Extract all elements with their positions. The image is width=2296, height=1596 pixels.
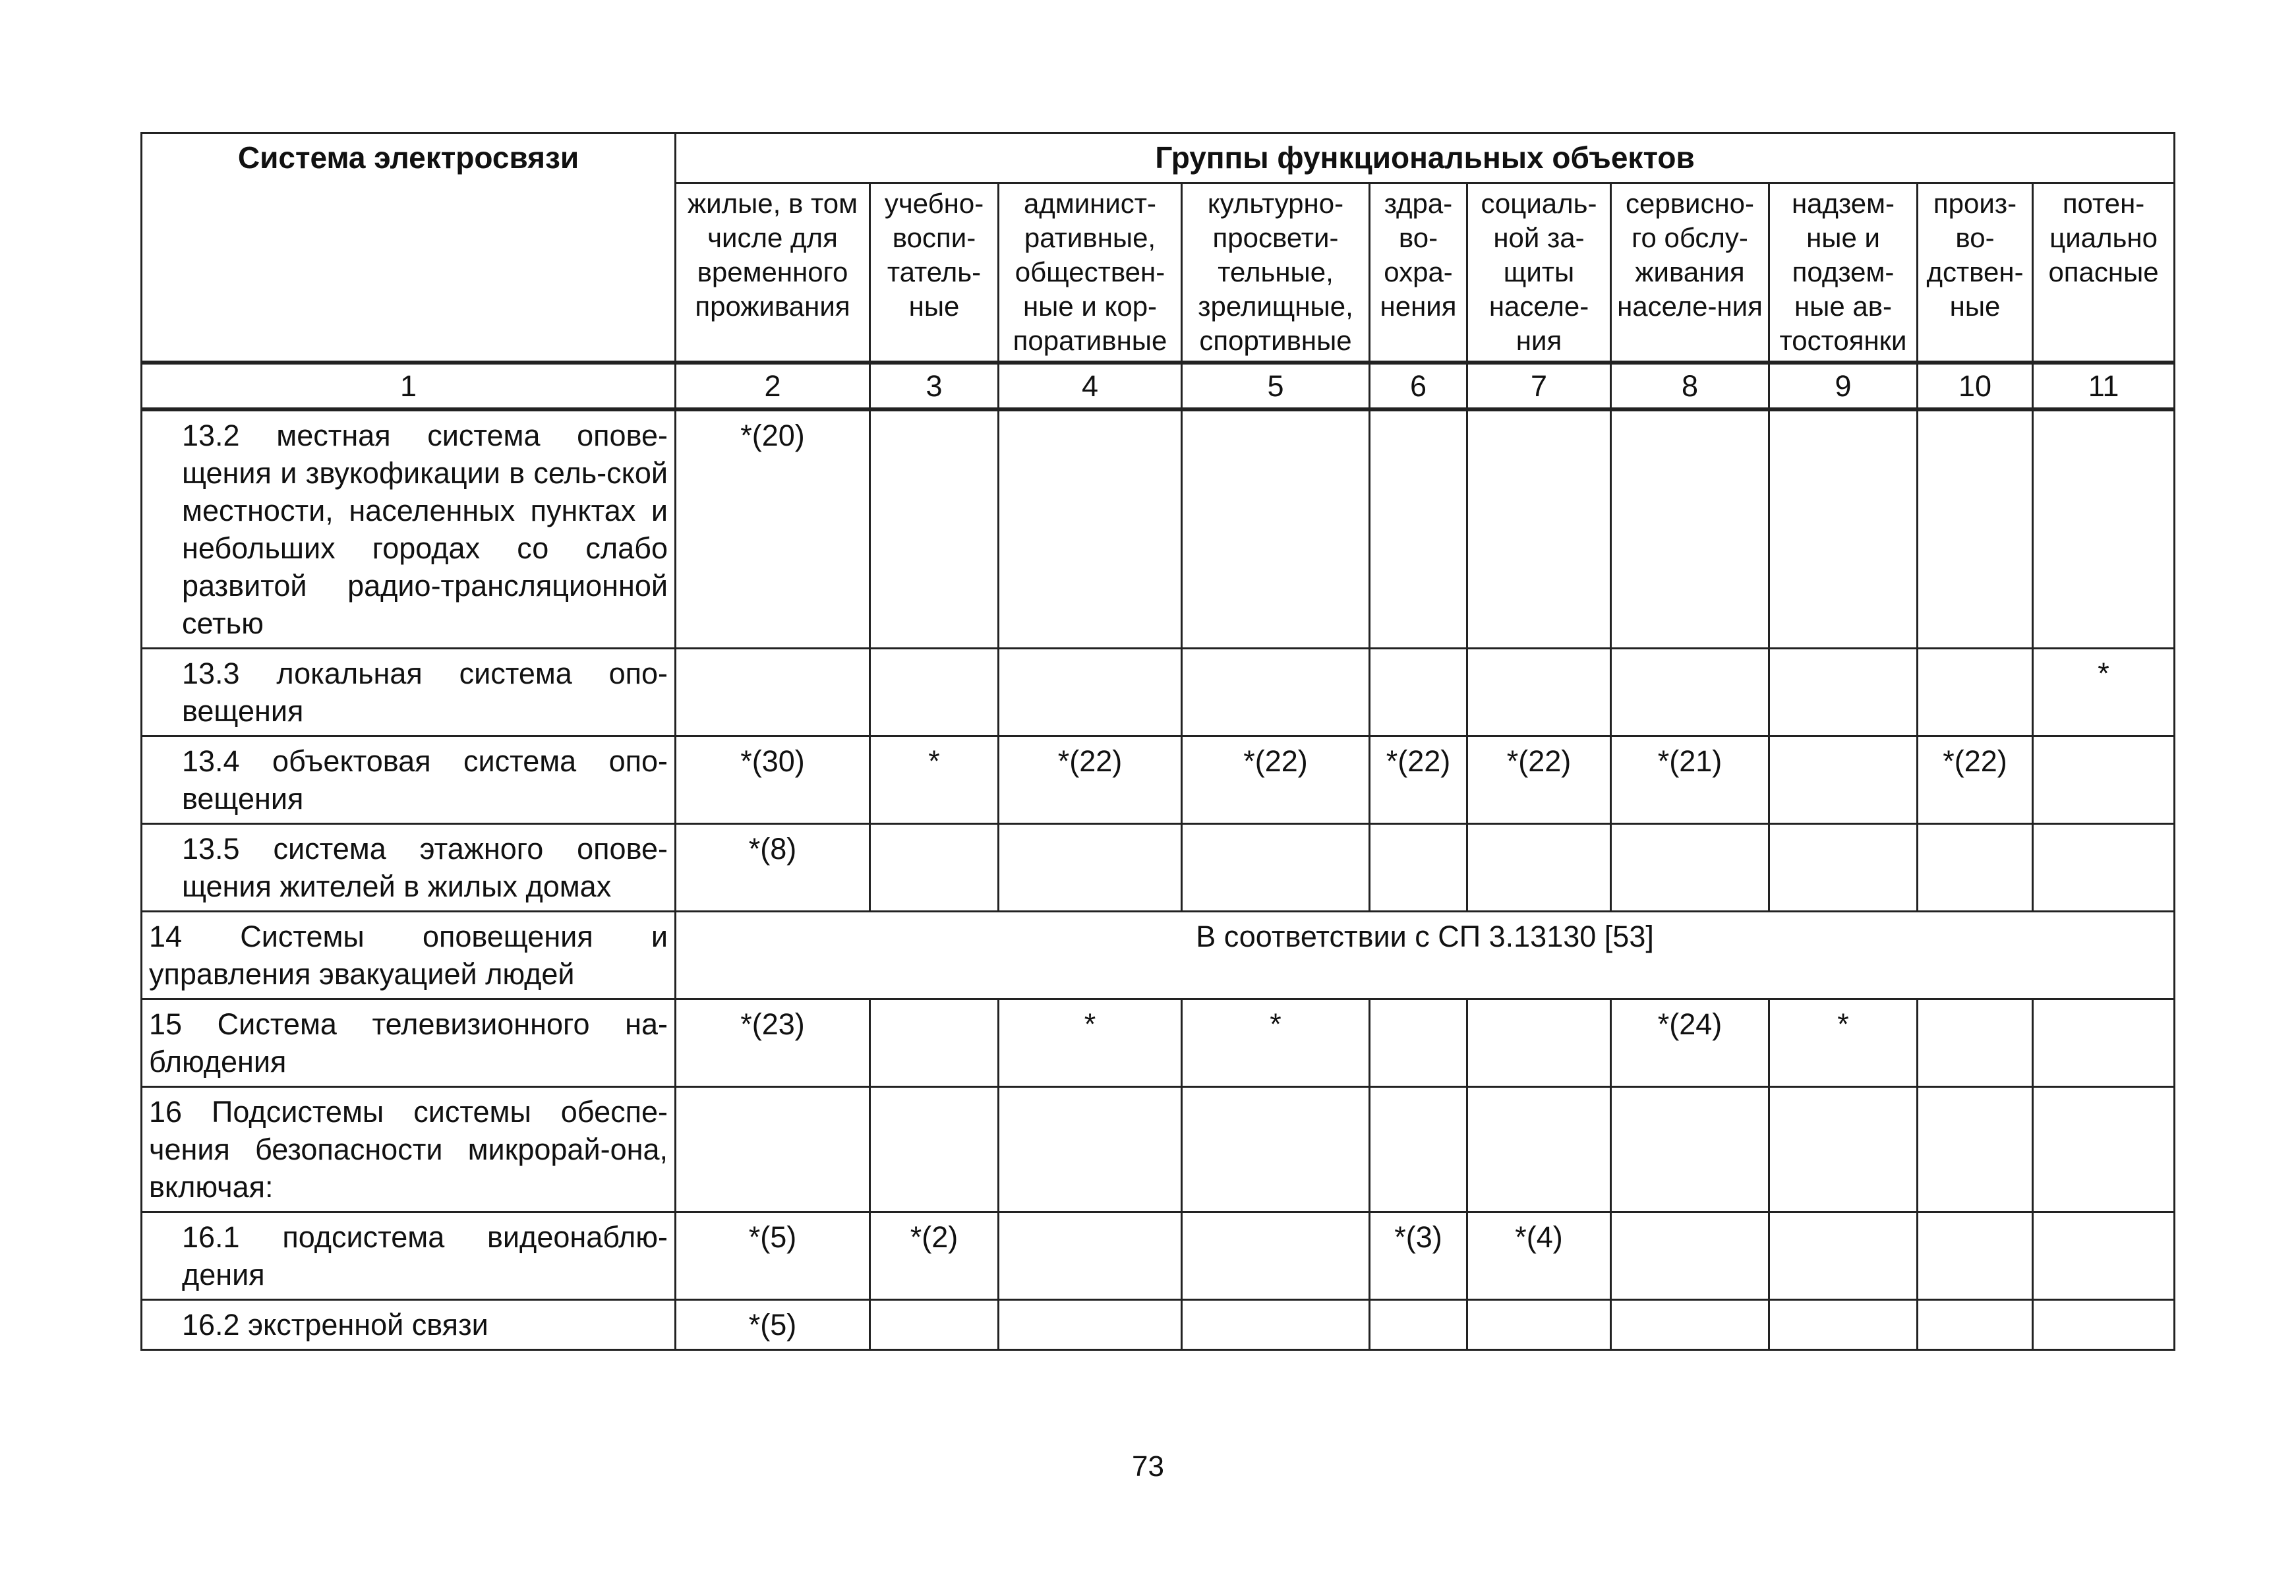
table-cell: *(22) xyxy=(1467,736,1611,824)
column-number: 7 xyxy=(1467,363,1611,409)
column-number: 1 xyxy=(142,363,676,409)
column-header: админист-ративные, обществен-ные и кор-поративные xyxy=(999,183,1182,363)
table-cell xyxy=(1918,649,2033,736)
table-cell xyxy=(1769,1087,1918,1212)
table-cell xyxy=(1769,649,1918,736)
table-cell xyxy=(1370,824,1467,912)
table-cell: *(22) xyxy=(999,736,1182,824)
table-cell: * xyxy=(870,736,999,824)
table-row xyxy=(142,1087,2175,1212)
table-row xyxy=(142,1300,2175,1350)
table-cell xyxy=(1918,1087,2033,1212)
table-cell xyxy=(1769,1212,1918,1300)
row-label: 14 Системы оповещения и управления эвакуацией людей xyxy=(142,912,676,999)
row-label: 13.5 система этажного опове-щения жителей в жилых домах xyxy=(142,824,676,912)
table-cell xyxy=(999,1212,1182,1300)
table-cell xyxy=(1467,1300,1611,1350)
table-cell xyxy=(1769,824,1918,912)
table-cell xyxy=(1467,409,1611,649)
column-number: 11 xyxy=(2033,363,2175,409)
table-body xyxy=(142,409,2175,1350)
column-header: надзем-ные и подзем-ные ав-тостоянки xyxy=(1769,183,1918,363)
table-cell xyxy=(676,1087,870,1212)
table-cell xyxy=(1182,1087,1370,1212)
table-row xyxy=(142,999,2175,1087)
table-cell: *(24) xyxy=(1611,999,1769,1087)
table-cell: *(5) xyxy=(676,1212,870,1300)
row-label: 13.3 локальная система опо-вещения xyxy=(142,649,676,736)
table-cell xyxy=(1370,409,1467,649)
table-cell xyxy=(2033,736,2175,824)
column-number: 8 xyxy=(1611,363,1769,409)
row-label: 16 Подсистемы системы обеспе-чения безопасности микрорай-она, включая: xyxy=(142,1087,676,1212)
table-cell xyxy=(1370,649,1467,736)
column-numbers-row xyxy=(142,363,2175,409)
table-cell xyxy=(1918,409,2033,649)
table-cell xyxy=(999,1300,1182,1350)
header-groups: Группы функциональных объектов xyxy=(676,133,2175,183)
table-cell xyxy=(1370,1087,1467,1212)
table-cell xyxy=(1918,1212,2033,1300)
table-row xyxy=(142,912,2175,999)
row-label: 16.1 подсистема видеонаблю-дения xyxy=(142,1212,676,1300)
table-cell xyxy=(1467,1087,1611,1212)
column-header: потен-циально опасные xyxy=(2033,183,2175,363)
column-number: 2 xyxy=(676,363,870,409)
table-cell xyxy=(1182,409,1370,649)
table-cell xyxy=(1611,1212,1769,1300)
table-cell xyxy=(2033,999,2175,1087)
row-label: 13.4 объектовая система опо-вещения xyxy=(142,736,676,824)
table-cell xyxy=(1769,736,1918,824)
table-cell xyxy=(1611,1087,1769,1212)
table-cell: *(22) xyxy=(1370,736,1467,824)
table-cell xyxy=(1370,999,1467,1087)
column-header: учебно-воспи-татель-ные xyxy=(870,183,999,363)
table-cell xyxy=(1182,1300,1370,1350)
header-system: Система электросвязи xyxy=(142,133,676,363)
table-cell xyxy=(870,1300,999,1350)
table-cell xyxy=(870,824,999,912)
table-cell: *(20) xyxy=(676,409,870,649)
page-number: 73 xyxy=(1132,1450,1164,1483)
row-label: 15 Система телевизионного на-блюдения xyxy=(142,999,676,1087)
table-cell xyxy=(999,824,1182,912)
column-number: 5 xyxy=(1182,363,1370,409)
row-label: 16.2 экстренной связи xyxy=(142,1300,676,1350)
table-cell xyxy=(870,409,999,649)
table-cell xyxy=(1769,409,1918,649)
table-cell: *(2) xyxy=(870,1212,999,1300)
table-cell xyxy=(1769,1300,1918,1350)
table-cell: *(4) xyxy=(1467,1212,1611,1300)
table-row xyxy=(142,649,2175,736)
column-header: сервисно-го обслу-живания населе-ния xyxy=(1611,183,1769,363)
table-cell xyxy=(2033,409,2175,649)
table-cell: * xyxy=(999,999,1182,1087)
table-cell: *(22) xyxy=(1182,736,1370,824)
table-row xyxy=(142,736,2175,824)
table-cell xyxy=(1918,999,2033,1087)
table-cell xyxy=(1182,1212,1370,1300)
table-cell xyxy=(870,999,999,1087)
table-row xyxy=(142,409,2175,649)
table-cell: *(3) xyxy=(1370,1212,1467,1300)
table-cell xyxy=(1611,824,1769,912)
table-cell xyxy=(1611,1300,1769,1350)
table-cell xyxy=(1370,1300,1467,1350)
table-cell: *(23) xyxy=(676,999,870,1087)
table-cell xyxy=(1611,649,1769,736)
table-cell xyxy=(1467,999,1611,1087)
table-cell: * xyxy=(1182,999,1370,1087)
column-header: социаль-ной за-щиты населе-ния xyxy=(1467,183,1611,363)
table-cell: *(8) xyxy=(676,824,870,912)
column-number: 6 xyxy=(1370,363,1467,409)
table-cell: *(22) xyxy=(1918,736,2033,824)
table-row xyxy=(142,824,2175,912)
table-cell xyxy=(1467,649,1611,736)
table-cell xyxy=(1918,824,2033,912)
column-header: жилые, в том числе для временного проживания xyxy=(676,183,870,363)
table-cell: *(30) xyxy=(676,736,870,824)
table-row xyxy=(142,1212,2175,1300)
table-cell xyxy=(2033,824,2175,912)
table-cell xyxy=(1182,649,1370,736)
column-header: культурно-просвети-тельные, зрелищные, спортивные xyxy=(1182,183,1370,363)
table-cell: * xyxy=(2033,649,2175,736)
table-cell xyxy=(1918,1300,2033,1350)
row-label: 13.2 местная система опове-щения и звукофикации в сель-ской местности, населенных пунктах и небольших городах со слабо развитой радио-трансляционной сетью xyxy=(142,409,676,649)
column-number: 4 xyxy=(999,363,1182,409)
table-cell xyxy=(2033,1212,2175,1300)
table-cell xyxy=(676,649,870,736)
table-cell: *(5) xyxy=(676,1300,870,1350)
table-cell: *(21) xyxy=(1611,736,1769,824)
table-cell xyxy=(999,1087,1182,1212)
table-cell xyxy=(1611,409,1769,649)
table-cell xyxy=(1467,824,1611,912)
table-cell xyxy=(2033,1300,2175,1350)
column-number: 10 xyxy=(1918,363,2033,409)
column-number: 9 xyxy=(1769,363,1918,409)
table-cell xyxy=(870,649,999,736)
table-cell xyxy=(2033,1087,2175,1212)
column-header: произ-во-дствен-ные xyxy=(1918,183,2033,363)
communications-table xyxy=(140,132,2175,1351)
table-cell: * xyxy=(1769,999,1918,1087)
column-number: 3 xyxy=(870,363,999,409)
column-header: здра-во-охра-нения xyxy=(1370,183,1467,363)
table-cell xyxy=(999,649,1182,736)
table-cell xyxy=(870,1087,999,1212)
table-cell xyxy=(999,409,1182,649)
table-cell xyxy=(1182,824,1370,912)
merged-cell: В соответствии с СП 3.13130 [53] xyxy=(676,912,2175,999)
